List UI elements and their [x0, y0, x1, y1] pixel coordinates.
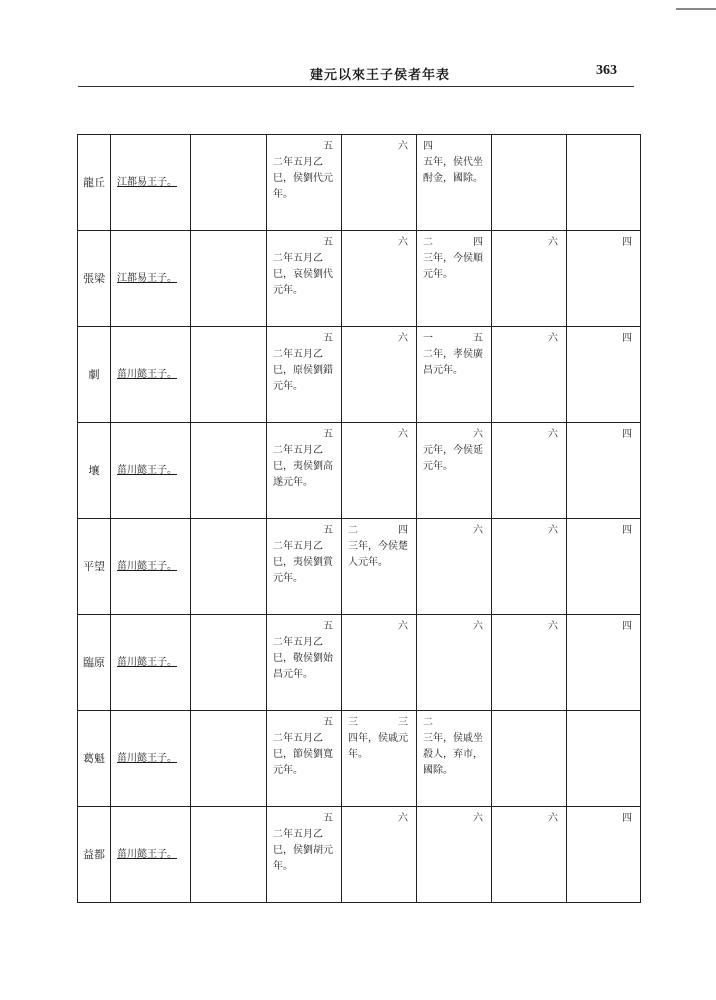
chronicle-table: [77, 134, 641, 903]
origin-text: 菑川懿王子。: [117, 464, 177, 476]
marquisate-name: 張梁: [83, 271, 105, 285]
period-cell: [567, 423, 641, 519]
period-count-right: 六: [548, 333, 558, 344]
origin-text: 菑川懿王子。: [117, 752, 177, 764]
period-cell: [492, 711, 567, 807]
period-cell: [417, 615, 492, 711]
header-rule: [78, 86, 634, 87]
period-cell: [567, 327, 641, 423]
period-count-right: 六: [398, 141, 408, 152]
period-count-left: 二: [348, 525, 358, 536]
period-cell: [417, 807, 492, 903]
origin-cell: [111, 327, 191, 423]
grant-text: 二年五月乙巳，夷侯劉高遂元年。: [273, 445, 333, 488]
origin-cell: [111, 423, 191, 519]
period-count-left: 一: [423, 333, 433, 344]
period-count-right: 五: [473, 333, 483, 344]
period-cell: [567, 807, 641, 903]
period-count-right: 六: [548, 525, 558, 536]
grant-cell: [267, 423, 342, 519]
origin-cell: [111, 231, 191, 327]
period-count-left: 二: [423, 237, 433, 248]
period-count-right: 六: [548, 621, 558, 632]
period-cell: [417, 423, 492, 519]
period-cell: [492, 519, 567, 615]
period-cell: [567, 231, 641, 327]
empty-cell: [191, 327, 267, 423]
period-count-right: 四: [622, 813, 632, 824]
period-count-right: 六: [398, 813, 408, 824]
origin-text: 菑川懿王子。: [117, 560, 177, 572]
grant-text: 二年五月乙巳，夷侯劉賞元年。: [273, 541, 333, 584]
origin-cell: [111, 615, 191, 711]
table-row: [78, 519, 641, 615]
table-row: [78, 711, 641, 807]
origin-cell: [111, 711, 191, 807]
period-cell: [417, 231, 492, 327]
period-count-right: 六: [548, 429, 558, 440]
grant-cell: [267, 711, 342, 807]
period-cell: [342, 423, 417, 519]
period-count-left: 四: [423, 141, 433, 152]
period-cell: [342, 135, 417, 231]
period-cell: [342, 615, 417, 711]
origin-text: 菑川懿王子。: [117, 848, 177, 860]
marquisate-name: 壤: [88, 463, 100, 477]
marquisate-name: 龍丘: [83, 175, 105, 189]
period-count-right: 六: [473, 813, 483, 824]
origin-text: 菑川懿王子。: [117, 368, 177, 380]
period-count-right: 六: [398, 429, 408, 440]
origin-cell: [111, 807, 191, 903]
marquisate-name: 益都: [83, 847, 105, 861]
period-note: 元年，今侯延元年。: [423, 445, 483, 472]
corner-rule: [676, 8, 716, 10]
period-cell: [417, 327, 492, 423]
period-cell: [342, 807, 417, 903]
grant-cell: [267, 807, 342, 903]
period-count-right: 六: [398, 333, 408, 344]
period-cell: [342, 231, 417, 327]
period-cell: [567, 615, 641, 711]
grant-year-count: 五: [323, 333, 333, 344]
period-cell: [417, 519, 492, 615]
grant-year-count: 五: [323, 429, 333, 440]
marquisate-name-cell: [78, 519, 111, 615]
running-header-title: 建元以來王子侯者年表: [309, 68, 450, 83]
grant-cell: [267, 231, 342, 327]
origin-text: 江都易王子。: [117, 176, 177, 188]
period-note: 二年，孝侯廣昌元年。: [423, 349, 483, 376]
period-cell: [342, 711, 417, 807]
origin-cell: [111, 135, 191, 231]
empty-cell: [191, 711, 267, 807]
grant-text: 二年五月乙巳，原侯劉錯元年。: [273, 349, 333, 392]
period-cell: [567, 519, 641, 615]
period-note: 三年，今侯楚人元年。: [348, 541, 408, 568]
period-count-right: 四: [398, 525, 408, 536]
period-cell: [417, 711, 492, 807]
grant-cell: [267, 519, 342, 615]
origin-text: 菑川懿王子。: [117, 656, 177, 668]
grant-year-count: 五: [323, 717, 333, 728]
period-cell: [567, 711, 641, 807]
marquisate-name: 臨原: [83, 655, 105, 669]
period-count-right: 三: [398, 717, 408, 728]
marquisate-name: 劇: [88, 367, 100, 381]
period-count-right: 四: [622, 333, 632, 344]
period-cell: [492, 615, 567, 711]
period-note: 四年，侯戚元年。: [348, 733, 408, 760]
marquisate-name-cell: [78, 327, 111, 423]
empty-cell: [191, 231, 267, 327]
empty-cell: [191, 423, 267, 519]
marquisate-name-cell: [78, 807, 111, 903]
table-row: [78, 135, 641, 231]
period-count-left: 二: [423, 717, 433, 728]
table-row: [78, 423, 641, 519]
period-count-right: 六: [473, 525, 483, 536]
grant-year-count: 五: [323, 525, 333, 536]
period-count-right: 四: [622, 525, 632, 536]
grant-cell: [267, 615, 342, 711]
grant-text: 二年五月乙巳，節侯劉寬元年。: [273, 733, 333, 776]
period-count-right: 四: [473, 237, 483, 248]
marquisate-name-cell: [78, 423, 111, 519]
period-count-right: 六: [548, 813, 558, 824]
grant-year-count: 五: [323, 237, 333, 248]
period-count-right: 六: [473, 621, 483, 632]
grant-text: 二年五月乙巳，侯劉代元年。: [273, 157, 333, 200]
period-cell: [567, 135, 641, 231]
marquisate-name: 葛魁: [83, 751, 105, 765]
period-count-right: 四: [622, 621, 632, 632]
table-row: [78, 615, 641, 711]
grant-cell: [267, 135, 342, 231]
period-count-right: 六: [398, 237, 408, 248]
empty-cell: [191, 135, 267, 231]
marquisate-name-cell: [78, 231, 111, 327]
marquisate-name-cell: [78, 135, 111, 231]
grant-year-count: 五: [323, 621, 333, 632]
period-cell: [492, 135, 567, 231]
period-cell: [492, 807, 567, 903]
grant-cell: [267, 327, 342, 423]
empty-cell: [191, 615, 267, 711]
empty-cell: [191, 519, 267, 615]
origin-text: 江都易王子。: [117, 272, 177, 284]
grant-year-count: 五: [323, 813, 333, 824]
grant-text: 二年五月乙巳，侯劉胡元年。: [273, 829, 333, 872]
grant-year-count: 五: [323, 141, 333, 152]
period-cell: [342, 327, 417, 423]
period-count-right: 四: [622, 237, 632, 248]
page-number: 363: [596, 63, 617, 78]
marquisate-name-cell: [78, 711, 111, 807]
period-count-left: 三: [348, 717, 358, 728]
period-count-right: 六: [548, 237, 558, 248]
marquisate-name-cell: [78, 615, 111, 711]
period-note: 三年，今侯順元年。: [423, 253, 483, 280]
period-cell: [492, 423, 567, 519]
period-cell: [492, 327, 567, 423]
grant-text: 二年五月乙巳，敬侯劉始昌元年。: [273, 637, 333, 680]
period-cell: [492, 231, 567, 327]
period-note: 三年，侯戚坐殺人，弃市，國除。: [423, 733, 483, 776]
table-row: [78, 327, 641, 423]
period-count-right: 四: [622, 429, 632, 440]
period-cell: [342, 519, 417, 615]
empty-cell: [191, 807, 267, 903]
period-note: 五年，侯代坐酎金，國除。: [423, 157, 483, 184]
table-row: [78, 231, 641, 327]
period-count-right: 六: [398, 621, 408, 632]
period-count-right: 六: [473, 429, 483, 440]
period-cell: [417, 135, 492, 231]
table-row: [78, 807, 641, 903]
grant-text: 二年五月乙巳，哀侯劉代元年。: [273, 253, 333, 296]
marquisate-name: 平望: [83, 559, 105, 573]
origin-cell: [111, 519, 191, 615]
